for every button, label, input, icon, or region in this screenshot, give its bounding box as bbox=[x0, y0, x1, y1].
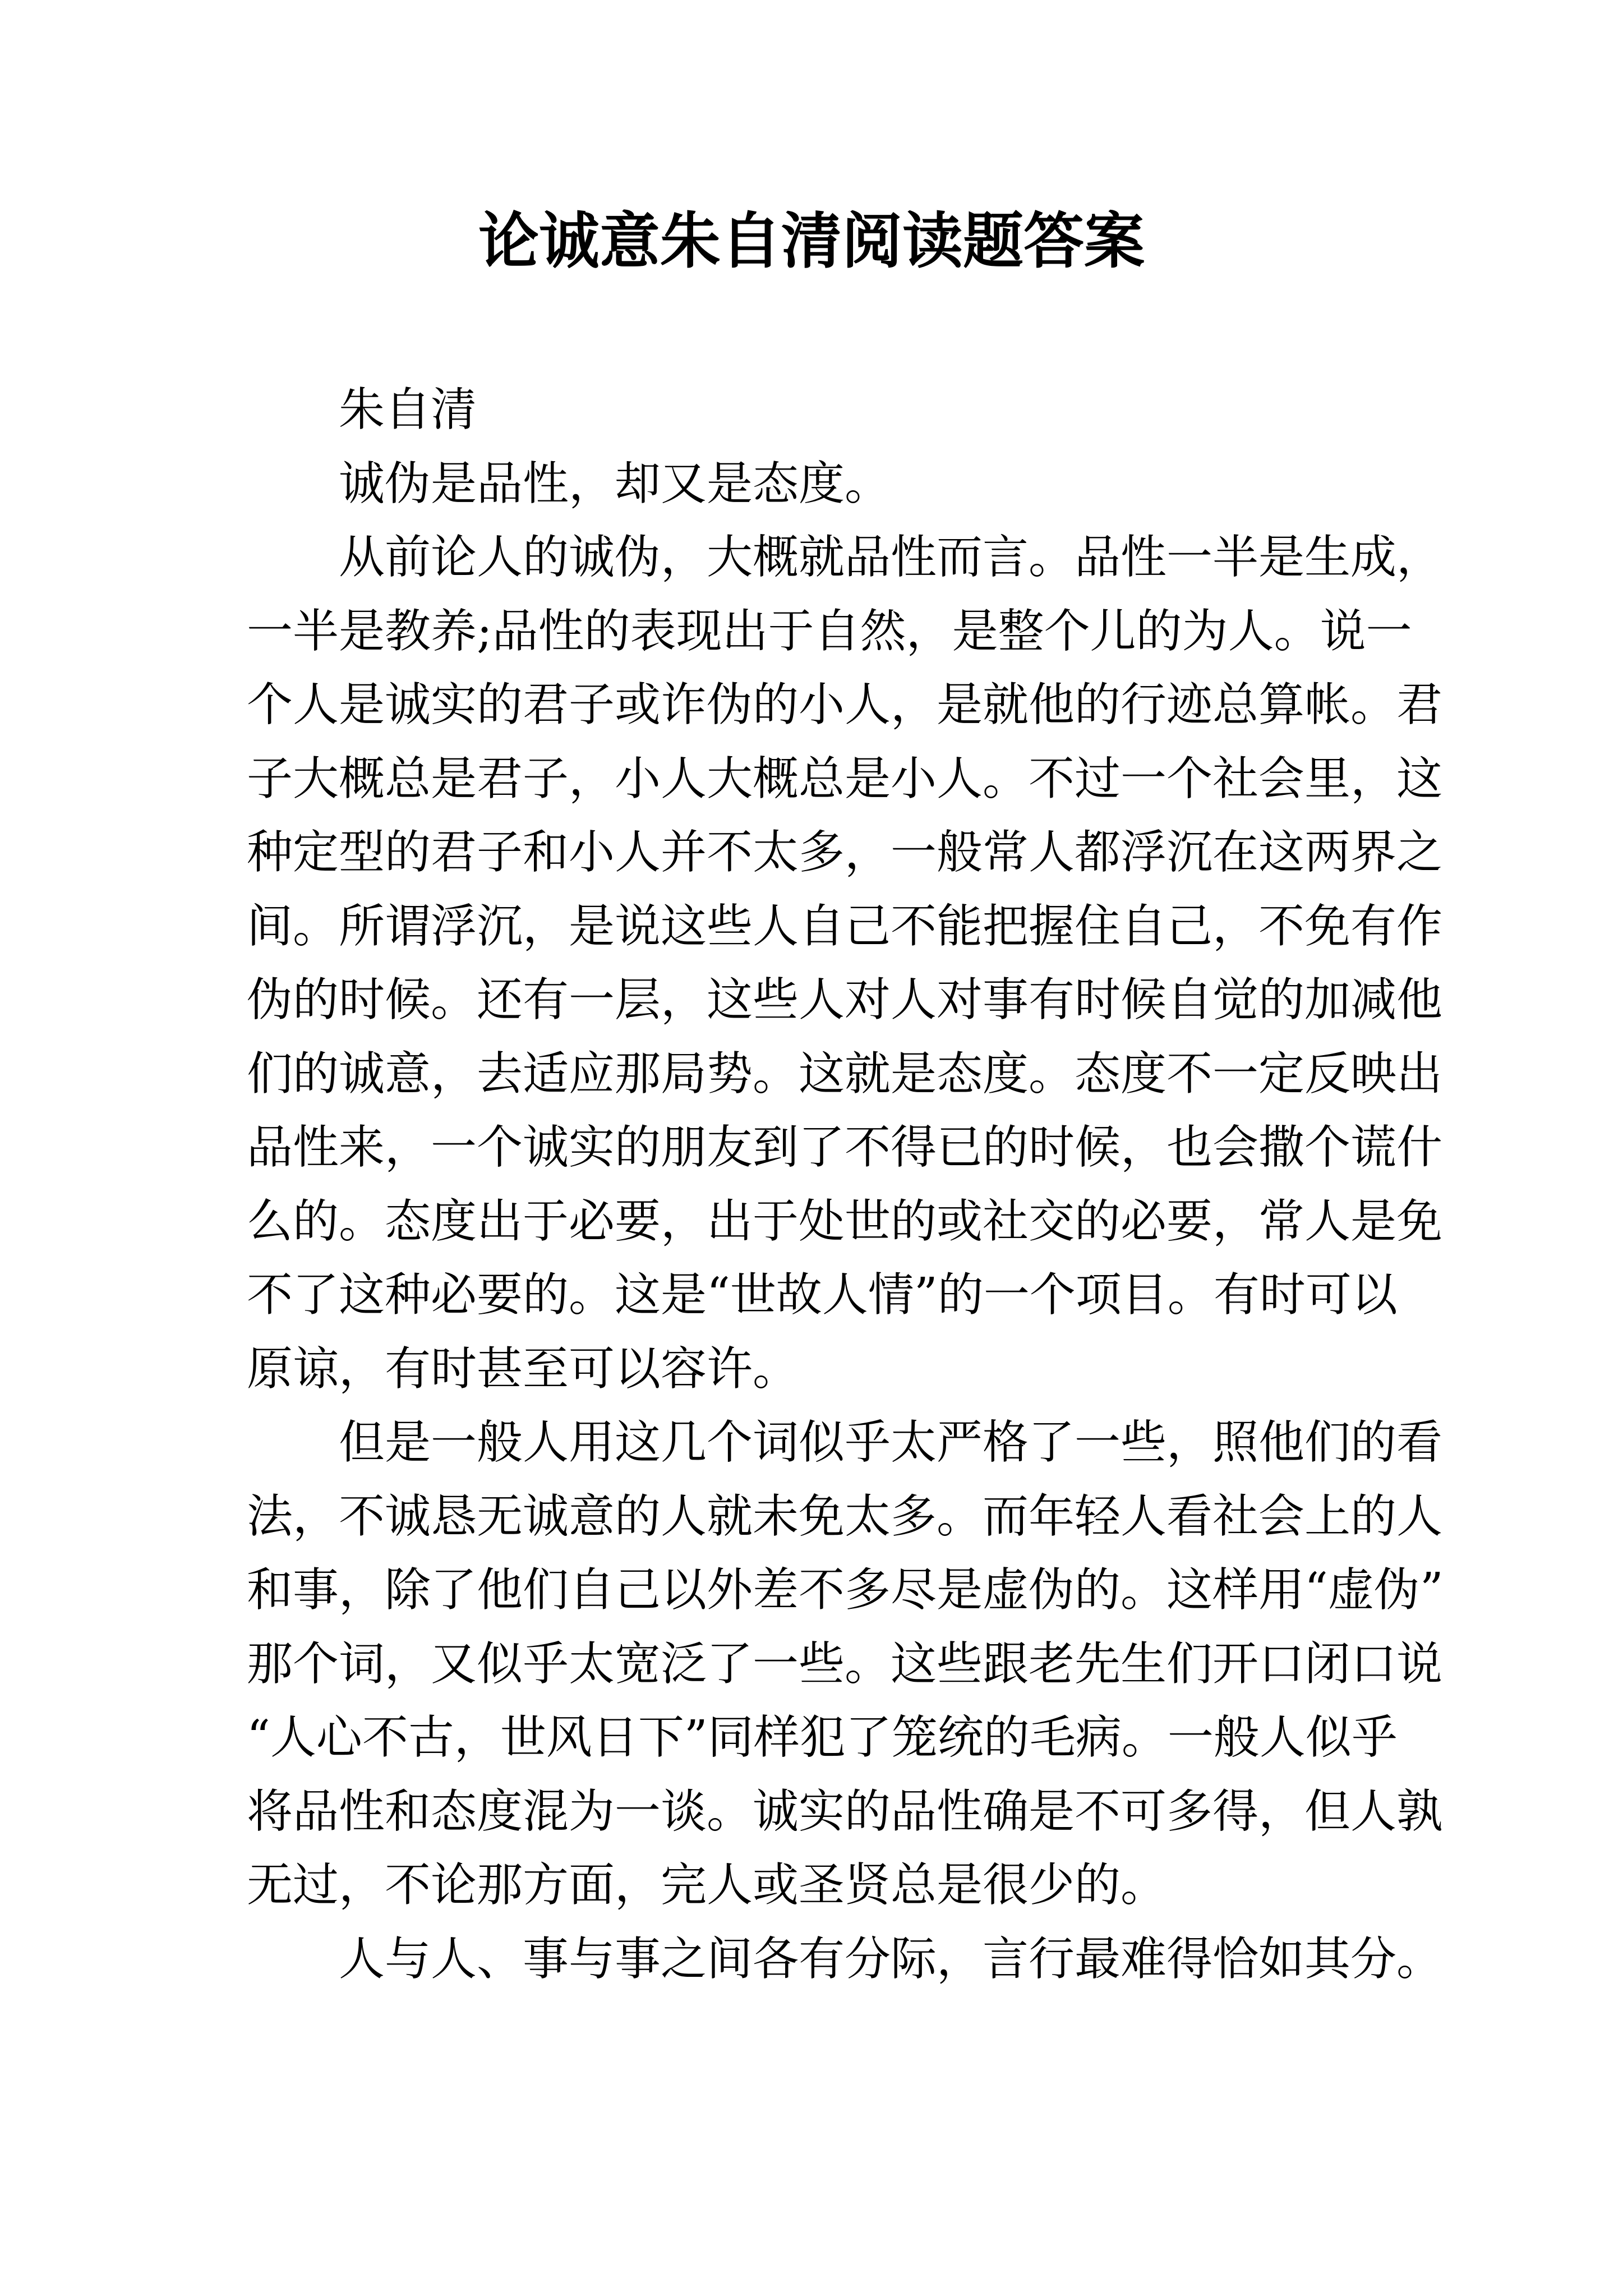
paragraph-line: 一半是教养;品性的表现出于自然，是整个儿的为人。说一 bbox=[247, 604, 1412, 658]
author-line: 朱自清 bbox=[339, 383, 477, 436]
paragraph-line: 法，不诚恳无诚意的人就未免太多。而年轻人看社会上的人 bbox=[247, 1489, 1443, 1543]
paragraph-line: 将品性和态度混为一谈。诚实的品性确是不可多得，但人孰 bbox=[247, 1784, 1443, 1838]
document-body bbox=[247, 373, 1444, 1996]
paragraph-line: 子大概总是君子，小人大概总是小人。不过一个社会里，这 bbox=[247, 752, 1443, 806]
paragraph-line: 人与人、事与事之间各有分际，言行最难得恰如其分。 bbox=[339, 1932, 1443, 1986]
paragraph-line: 么的。态度出于必要，出于处世的或社交的必要，常人是免 bbox=[247, 1194, 1443, 1248]
paragraph-line: 但是一般人用这几个词似乎太严格了一些，照他们的看 bbox=[339, 1416, 1443, 1469]
paragraph-line: 不了这种必要的。这是“世故人情”的一个项目。有时可以 bbox=[247, 1268, 1398, 1322]
paragraph-line: 伪的时候。还有一层，这些人对人对事有时候自觉的加减他 bbox=[247, 973, 1443, 1027]
paragraph-line: 那个词，又似乎太宽泛了一些。这些跟老先生们开口闭口说 bbox=[247, 1637, 1443, 1691]
paragraph-line: 个人是诚实的君子或诈伪的小人，是就他的行迹总算帐。君 bbox=[247, 678, 1443, 731]
paragraph-line: 种定型的君子和小人并不太多，一般常人都浮沉在这两界之 bbox=[247, 826, 1443, 879]
paragraph-line: 间。所谓浮沉，是说这些人自己不能把握住自己，不免有作 bbox=[247, 899, 1443, 953]
paragraph-line: 品性来，一个诚实的朋友到了不得已的时候，也会撒个谎什 bbox=[247, 1121, 1443, 1174]
paragraph-line: 和事，除了他们自己以外差不多尽是虚伪的。这样用“虚伪” bbox=[247, 1563, 1444, 1617]
paragraph-line: 无过，不论那方面，完人或圣贤总是很少的。 bbox=[247, 1858, 1167, 1912]
paragraph-line: 从前论人的诚伪，大概就品性而言。品性一半是生成， bbox=[339, 531, 1443, 584]
document-title: 论诚意朱自清阅读题答案 bbox=[478, 206, 1145, 277]
paragraph-line: 诚伪是品性，却又是态度。 bbox=[339, 457, 891, 510]
paragraph-line: 们的诚意，去适应那局势。这就是态度。态度不一定反映出 bbox=[247, 1047, 1443, 1101]
paragraph-line: “人心不古，世风日下”同样犯了笼统的毛病。一般人似乎 bbox=[247, 1711, 1398, 1764]
paragraph-line: 原谅，有时甚至可以容许。 bbox=[247, 1342, 799, 1396]
